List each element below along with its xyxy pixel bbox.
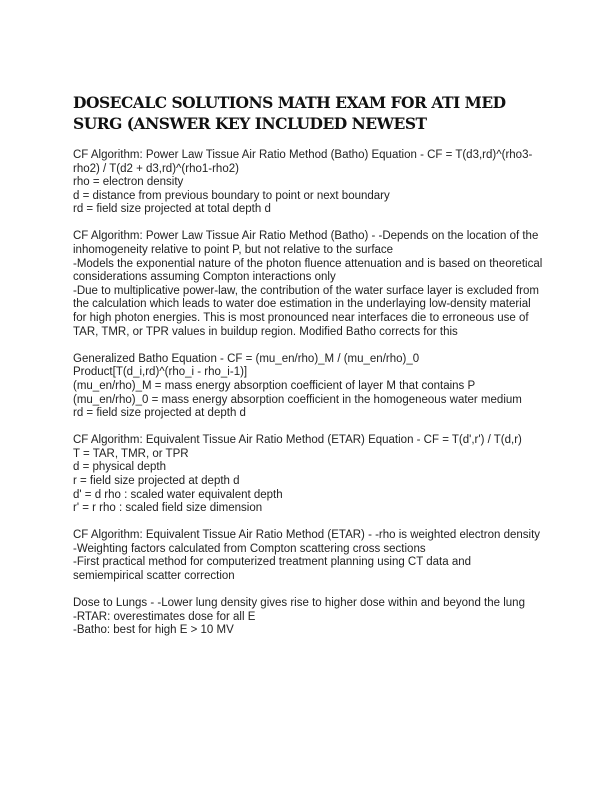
- text-line: (mu_en/rho)_0 = mass energy absorption coefficient in the homogeneous water medium: [73, 393, 522, 406]
- section-generalized-batho: [73, 353, 543, 421]
- text-line: T = TAR, TMR, or TPR: [73, 447, 189, 460]
- text-line: rd = field size projected at total depth d: [73, 203, 271, 216]
- section-etar-equation: [73, 434, 543, 516]
- section-batho-equation: [73, 149, 543, 217]
- text-line: d = physical depth: [73, 461, 167, 474]
- text-line: Generalized Batho Equation - CF = (mu_en/rho)_M / (mu_en/rho)_0 Product[T(d_i,rd)^(rho_i - rho_i-1)]: [73, 352, 420, 379]
- section-batho-description: [73, 230, 543, 339]
- text-line: -RTAR: overestimates dose for all E: [73, 610, 256, 623]
- document-content: [73, 92, 543, 651]
- text-line: d' = d rho : scaled water equivalent depth: [73, 488, 283, 501]
- text-line: r' = r rho : scaled field size dimension: [73, 502, 263, 515]
- text-line: rho = electron density: [73, 176, 184, 189]
- text-line: CF Algorithm: Equivalent Tissue Air Ratio Method (ETAR) Equation - CF = T(d',r') / T(d,r): [73, 434, 522, 447]
- text-line: -Batho: best for high E > 10 MV: [73, 624, 234, 637]
- section-dose-to-lungs: [73, 597, 543, 638]
- section-etar-description: [73, 529, 543, 583]
- text-line: CF Algorithm: Equivalent Tissue Air Ratio Method (ETAR) - -rho is weighted electron density: [73, 529, 541, 542]
- text-line: -Due to multiplicative power-law, the contribution of the water surface layer is excluded from the calculation which leads to water doe estimation in the underlaying low-density material for high photon energies. This is most pronounced near interfaces die to erroneous use of TAR, TMR, or TPR values in buildup region. Modified Batho corrects for this: [73, 284, 539, 338]
- text-line: Dose to Lungs - -Lower lung density gives rise to higher dose within and beyond the lung: [73, 597, 525, 610]
- text-line: -Models the exponential nature of the photon fluence attenuation and is based on theoretical considerations assuming Compton interactions only: [73, 257, 543, 284]
- text-line: r = field size projected at depth d: [73, 474, 240, 487]
- text-line: CF Algorithm: Power Law Tissue Air Ratio Method (Batho) - -Depends on the location of the inhomogeneity relative to point P, but not relative to the surface: [73, 230, 539, 257]
- text-line: CF Algorithm: Power Law Tissue Air Ratio Method (Batho) Equation - CF = T(d3,rd)^(rho3-rho2) / T(d2 + d3,rd)^(rho1-rho2): [73, 149, 533, 175]
- text-line: -Weighting factors calculated from Compton scattering cross sections: [73, 542, 426, 555]
- text-line: -First practical method for computerized treatment planning using CT data and semiempirical scatter correction: [73, 556, 472, 583]
- text-line: (mu_en/rho)_M = mass energy absorption coefficient of layer M that contains P: [73, 379, 476, 392]
- document-title: DOSECALC SOLUTIONS MATH EXAM FOR ATI MED SURG (ANSWER KEY INCLUDED NEWEST: [73, 93, 506, 133]
- text-line: rd = field size projected at depth d: [73, 407, 246, 420]
- text-line: d = distance from previous boundary to point or next boundary: [73, 189, 390, 202]
